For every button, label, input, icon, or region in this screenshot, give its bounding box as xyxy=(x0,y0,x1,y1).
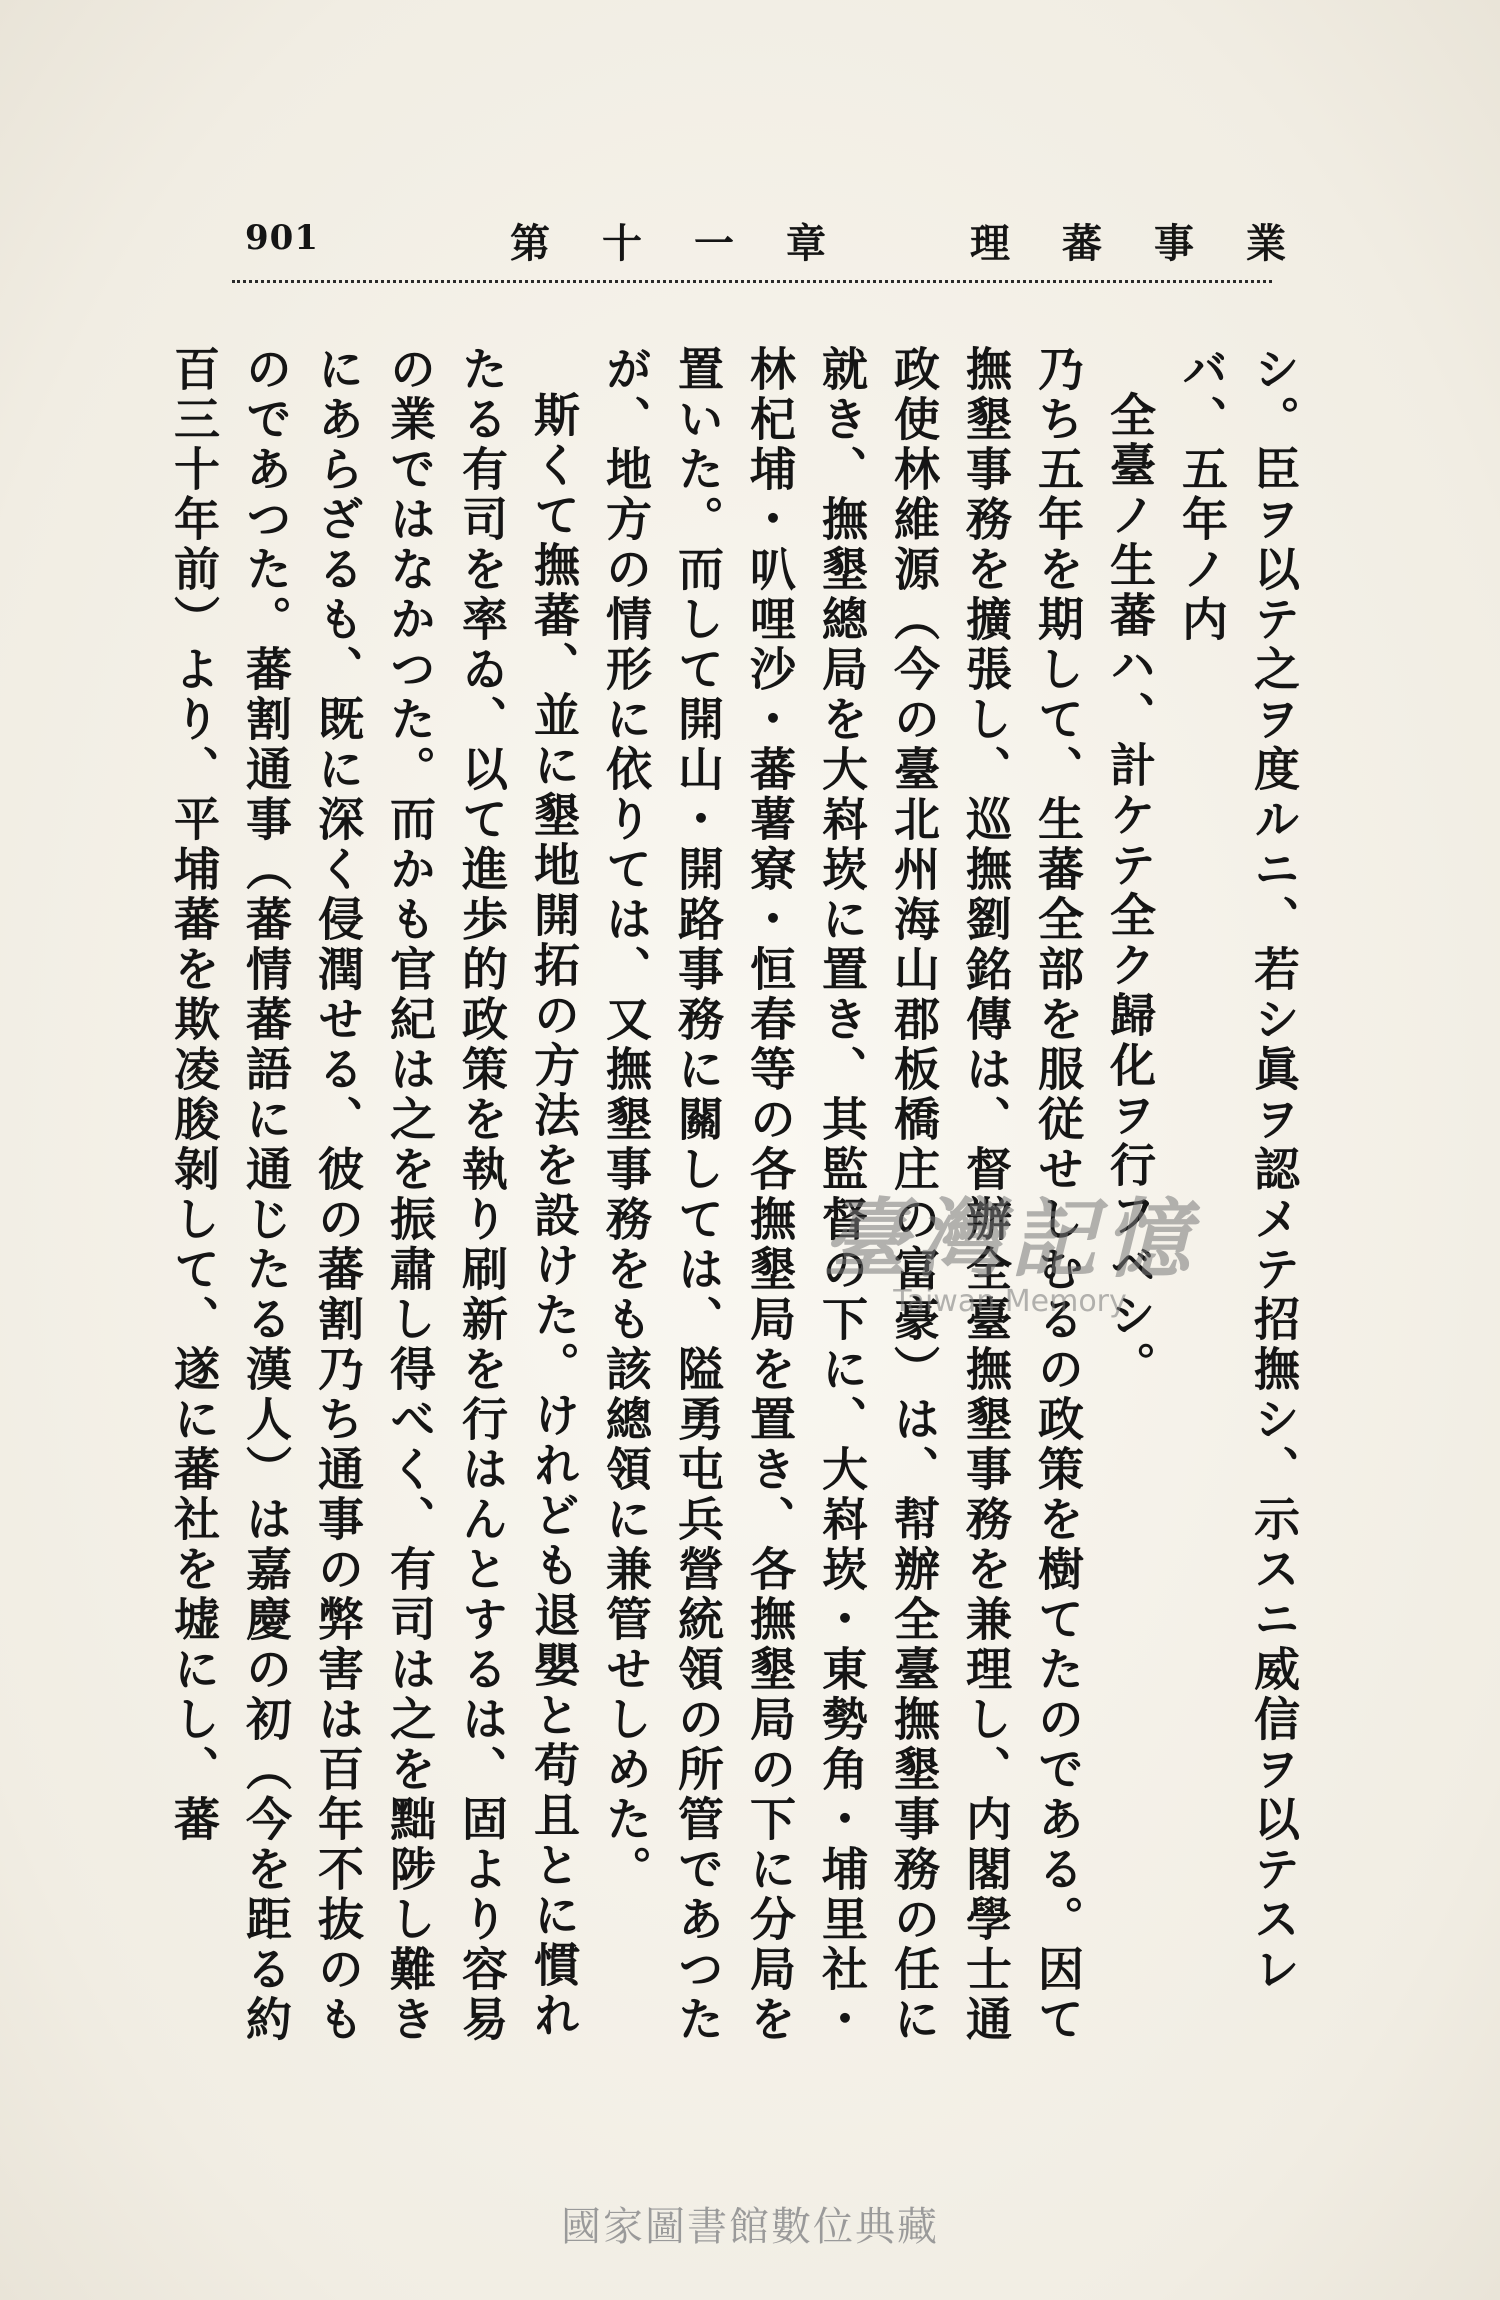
paragraph-3: 乃ち五年を期して、生蕃全部を服従せしむるの政策を樹てたのである。因て撫墾事務を擴張し、巡撫劉銘傳は、督辦全臺撫墾事務を兼理し、内閣學士通政使林維源（今の臺北州海山郡板橋庄の富豪）は、幇辦全臺撫墾事務の任に就き、撫墾總局を大嵙崁に置き、其監督の下に、大嵙崁・東勢角・埔里社・林杞埔・叭哩沙・蕃薯寮・恒春等の各撫墾局を置き、各撫墾局の下に分局を置いた。而して開山・開路事務に關しては、隘勇屯兵營統領の所管であつたが、地方の情形に依りては、又撫墾事務をも該總領に兼管せしめた。 xyxy=(599,345,1085,2045)
paragraph-4: 斯くて撫蕃、並に墾地開拓の方法を設けた。けれども退嬰と苟且とに慣れたる有司を率ゐ、以て進歩的政策を執り刷新を行はんとするは、固より容易の業ではなかつた。而かも官紀は之を振肅し得べく、有司は之を黜陟し難きにあらざるも、既に深く侵潤せる、彼の蕃割乃ち通事の弊害は百年不抜のものであつた。蕃割通事（蕃情蕃語に通じたる漢人）は嘉慶の初（今を距る約百三十年前）より、平埔蕃を欺凌朘剝して、遂に蕃社を墟にし、蕃 xyxy=(167,345,581,2045)
running-title: 第十一章 理蕃事業 xyxy=(510,220,1338,267)
header-rule xyxy=(232,280,1272,283)
watermark-logo xyxy=(750,1170,1270,1320)
footer-credit: 國家圖書館數位典藏 xyxy=(561,2204,939,2250)
watermark-text-en: Taiwan Memory xyxy=(893,1284,1127,1319)
page-header xyxy=(245,212,1338,272)
paragraph-quote-1: シ。臣ヲ以テ之ヲ度ルニ、若シ眞ヲ認メテ招撫シ、示スニ威信ヲ以テスレバ、五年ノ内 xyxy=(1175,345,1301,1995)
watermark-text-cn: 臺灣記憶 xyxy=(822,1189,1198,1290)
paragraph-quote-2: 全臺ノ生蕃ハ、計ケテ全ク歸化ヲ行フベシ。 xyxy=(1103,391,1157,1391)
page-number: 901 xyxy=(245,218,319,258)
